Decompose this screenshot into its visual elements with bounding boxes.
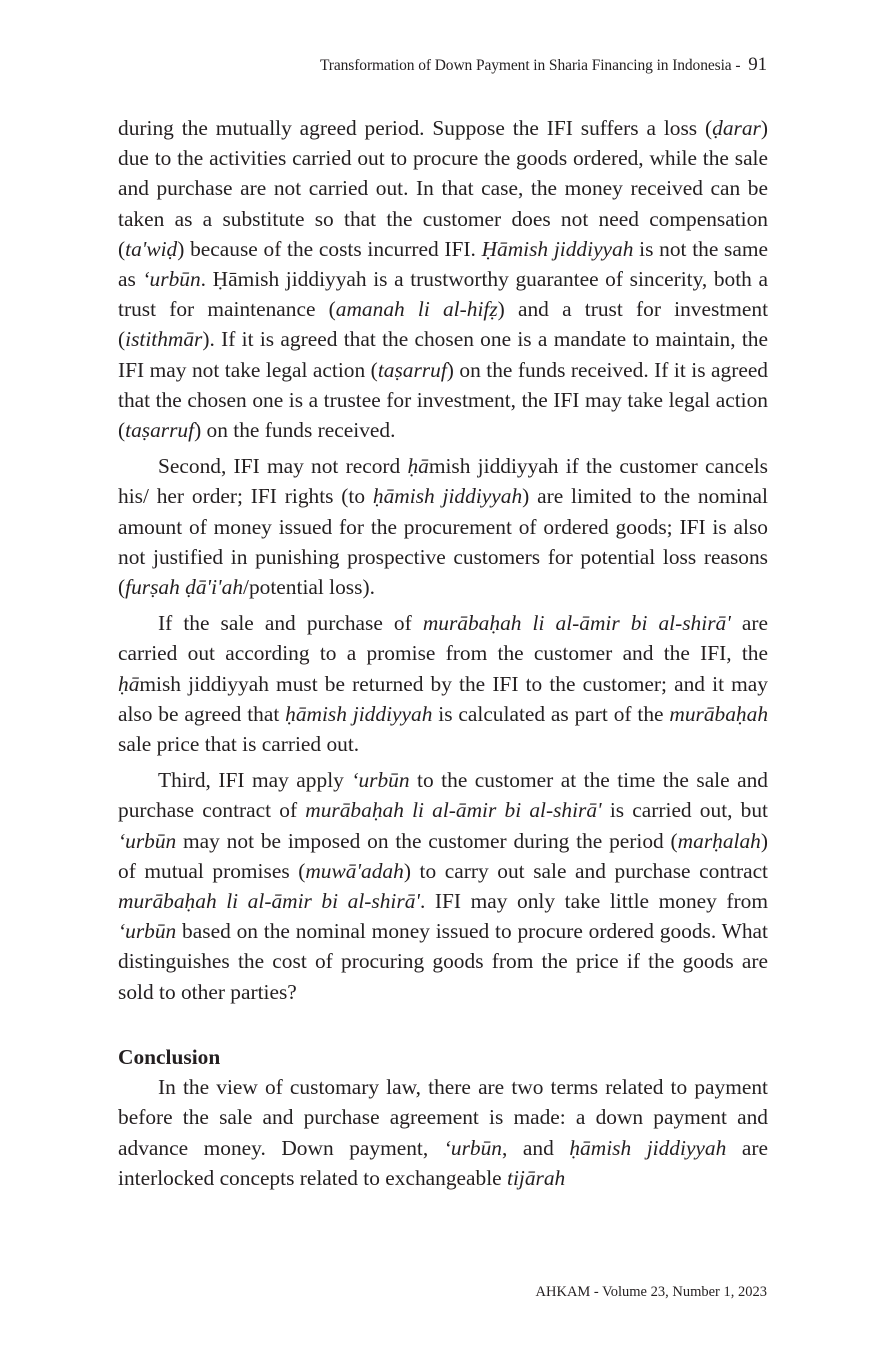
text-run: Second, IFI may not record	[158, 454, 408, 479]
text-run: mish jiddiyyah if the customer cancels his/ her order; IFI rights (to	[118, 454, 768, 509]
text-run: ) are limited to the nominal amount of money issued for the procurement of ordered goods; IFI is also not justified in punishing prospective customers for potential loss reasons (	[118, 484, 768, 600]
paragraph-second	[118, 451, 768, 602]
italic-term: ḥāmish jiddiyyah	[372, 484, 523, 509]
text-run: is carried out, but	[601, 798, 769, 823]
text-run: during the mutually agreed period. Suppose the IFI suffers a loss (	[118, 116, 713, 140]
running-head	[320, 54, 767, 76]
italic-term: Ḥāmish jiddiyyah	[481, 236, 634, 261]
italic-term: murābaḥah li al-āmir bi al-shirā'	[305, 798, 602, 823]
text-run: Third, IFI may apply	[158, 768, 352, 793]
running-head-separator: -	[735, 57, 741, 74]
italic-term: ḍarar	[712, 116, 761, 140]
text-run: . IFI may only take little money from	[419, 889, 768, 914]
text-run: is calculated as part of the	[432, 701, 670, 726]
text-run: If the sale and purchase of	[158, 611, 423, 636]
text-run: . Ḥāmish jiddiyyah is a trustworthy guarantee of sincerity, both a trust for maintenance (	[118, 267, 768, 322]
paragraph-conclusion	[118, 1072, 768, 1193]
text-run: ) on the funds received. If it is agreed that the chosen one is a trustee for investment, the IFI may take legal action (	[118, 357, 769, 443]
italic-term: ‘urbūn	[351, 768, 410, 793]
text-run: are interlocked concepts related to exchangeable	[118, 1135, 768, 1190]
italic-term: furṣah ḍā'i'ah	[125, 575, 244, 600]
italic-term: ‘urbūn	[142, 267, 201, 292]
text-run: In the view of customary law, there are two terms related to payment before the sale and purchase agreement is made: a down payment and advance money. Down payment,	[118, 1075, 768, 1160]
page-body	[118, 113, 768, 1193]
text-run: ) and a trust for investment (	[118, 297, 769, 352]
italic-term: ta'wiḍ	[125, 236, 178, 261]
text-run: mish jiddiyyah must be returned by the IFI to the customer; and it may also be agreed that	[118, 671, 768, 726]
text-run: are carried out according to a promise from the customer and the IFI, the	[118, 611, 768, 666]
text-run: sale price that is carried out.	[118, 732, 360, 757]
italic-term: ‘urbūn	[118, 919, 177, 944]
text-run: ) because of the costs incurred IFI.	[177, 236, 482, 261]
paragraph-third	[118, 765, 768, 1007]
running-title: Transformation of Down Payment in Sharia Financing in Indonesia	[319, 57, 732, 74]
italic-term: ḥā	[118, 671, 140, 696]
italic-term: marḥalah	[677, 828, 761, 853]
italic-term: ḥā	[407, 454, 429, 479]
paragraph-continued	[118, 113, 768, 445]
italic-term: amanah li al-hifẓ	[335, 297, 498, 322]
text-run: , and	[502, 1135, 570, 1160]
italic-term: istithmār	[125, 327, 203, 352]
paragraph-murabahah	[118, 608, 768, 759]
italic-term: tijārah	[507, 1165, 566, 1190]
text-run: based on the nominal money issued to procure ordered goods. What distinguishes the cost of procuring goods from the price if the goods are sold to other parties?	[118, 919, 768, 1004]
page-number: 91	[748, 54, 767, 75]
text-run: /potential loss).	[243, 575, 375, 600]
italic-term: taṣarruf	[377, 357, 447, 382]
italic-term: murābaḥah li al-āmir bi al-shirā'	[422, 611, 731, 636]
text-run: ). If it is agreed that the chosen one is a mandate to maintain, the IFI may not take legal action (	[118, 327, 768, 382]
italic-term: ‘urbūn	[443, 1135, 502, 1160]
text-run: may not be imposed on the customer during the period (	[176, 828, 678, 853]
text-run: ) to carry out sale and purchase contract	[403, 858, 768, 883]
journal-footer: AHKAM - Volume 23, Number 1, 2023	[535, 1284, 767, 1300]
section-heading-conclusion: Conclusion	[118, 1044, 221, 1069]
italic-term: muwā'adah	[305, 858, 404, 883]
italic-term: ḥāmish jiddiyyah	[569, 1135, 727, 1160]
text-run: ) due to the activities carried out to procure the goods ordered, while the sale and purchase are not carried out. In that case, the money received can be taken as a substitute so that the customer does not need compensation (	[118, 116, 768, 261]
italic-term: ‘urbūn	[118, 828, 177, 853]
italic-term: murābaḥah	[669, 701, 769, 726]
text-run: is not the same as	[118, 236, 769, 292]
text-run: to the customer at the time the sale and purchase contract of	[118, 768, 768, 823]
text-run: ) on the funds received.	[194, 418, 396, 443]
italic-term: ḥāmish jiddiyyah	[285, 701, 433, 726]
text-run: ) of mutual promises (	[118, 828, 768, 883]
italic-term: murābaḥah li al-āmir bi al-shirā'	[118, 889, 420, 914]
italic-term: taṣarruf	[125, 418, 195, 443]
